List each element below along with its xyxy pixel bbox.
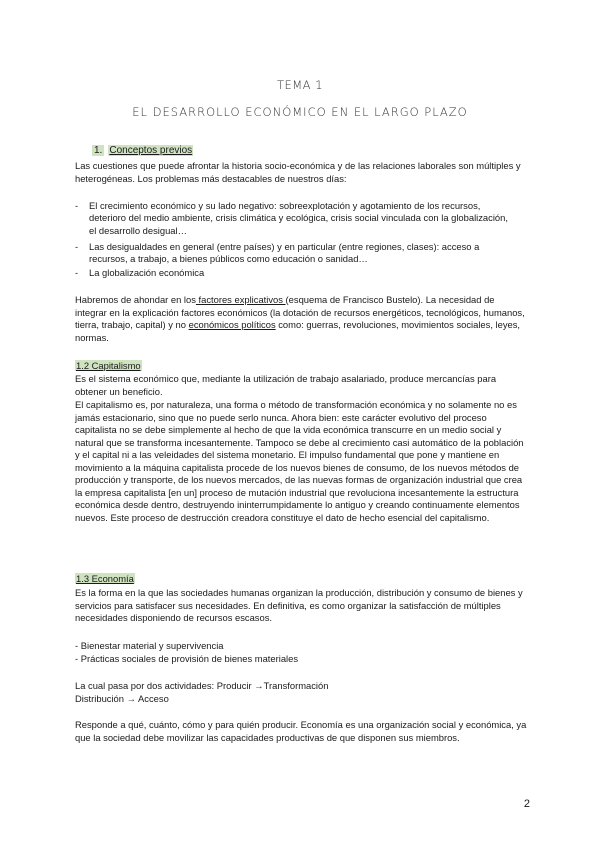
bullet-item-2: Las desigualdades en general (entre países) y en particular (entre regiones, clases): acceso a recursos, a trabajo, a bienes públicos como educación o sanidad… <box>89 241 480 265</box>
bullet-item-3: La globalización económica <box>89 267 205 278</box>
section1-number: 1. <box>94 145 103 156</box>
bullet-dash: - <box>75 200 79 211</box>
section3-item-1: - Bienestar material y supervivencia <box>75 640 224 651</box>
bullet-item-1: El crecimiento económico y su lado negativo: sobreexplotación y agotamiento de los recursos, deterioro del medio ambiente, crisis climática y ecológica, crisis social vinculada con la globalización, el desarrollo desigual… <box>89 200 508 236</box>
section1-heading-text: Conceptos previos <box>109 145 193 156</box>
section2-paragraph-2: El capitalismo es, por naturaleza, una forma o método de transformación económica y no solamente no es jamás estacionario, sino que no puede serlo nunca. Ahora bien: este carácter evolutivo del proceso capitalista no se debe simplemente al hecho de que la vida económica transcurre en un medio social y natural que se transforma incesantemente. Tampoco se debe al crecimiento casi automático de la población y el capital ni a las veleidades del sistema monetario. El impulso fundamental que pone y mantiene en movimiento a la máquina capitalista procede de los nuevos bienes de consumo, de los nuevos métodos de producción y transporte, de los nuevos mercados, de las nuevas formas de organización industrial que crea la empresa capitalista [en un] proceso de mutación industrial que revoluciona incesantemente la estructura económica desde dentro, destruyendo ininterrumpidamente lo antiguo y creando continuamente elementos nuevos. Este proceso de destrucción creadora constituye el dato de hecho esencial del capitalismo. <box>75 399 524 523</box>
title-block <box>0 78 600 119</box>
section3-activities: La cual pasa por dos actividades: Producir →Transformación <box>75 680 329 691</box>
section2-heading <box>75 360 142 373</box>
section1-heading <box>92 145 193 158</box>
bullet-dash: - <box>75 267 79 278</box>
section3-paragraph-2: Responde a qué, cuánto, cómo y para quién producir. Economía es una organización social y económica, ya que la sociedad debe movilizar las capacidades productivas de que disponen sus miembros. <box>75 719 527 743</box>
section3-heading <box>75 573 135 586</box>
chapter-title: TEMA 1 <box>276 78 324 92</box>
section3-distribution: Distribución → Acceso <box>75 693 169 704</box>
para-text-mid: (esquema de Francisco Bustelo). La necesidad de integrar en la explicación factores económicos (la dotación de recursos energéticos, tecnológicos, humanos, tierra, trabajo, capital) y no <box>75 294 525 330</box>
chapter-subtitle: EL DESARROLLO ECONÓMICO EN EL LARGO PLAZO <box>132 105 468 119</box>
bullet-dash: - <box>75 241 79 252</box>
section3-heading-text: 1.3 Economía <box>76 573 134 584</box>
section2-heading-text: 1.2 Capitalismo <box>76 360 141 371</box>
section3-paragraph-1: Es la forma en la que las sociedades humanas organizan la producción, distribución y consumo de bienes y servicios para satisfacer sus necesidades. En definitiva, es como organizar la satisfacción de múltiples necesidades disponiendo de recursos escasos. <box>75 587 523 623</box>
section1-paragraph <box>75 294 527 344</box>
para-text-post: como: guerras, revoluciones, movimientos sociales, leyes, normas. <box>75 319 521 343</box>
section3-item-2: - Prácticas sociales de provisión de bienes materiales <box>75 653 299 664</box>
para-text-pre: Habremos de ahondar en los <box>75 294 196 305</box>
section2-paragraph-1: Es el sistema económico que, mediante la utilización de trabajo asalariado, produce mercancías para obtener un beneficio. <box>75 373 497 397</box>
page-number: 2 <box>523 798 530 810</box>
economicos-politicos-link: económicos políticos <box>188 319 276 330</box>
factores-explicativos-link: factores explicativos <box>195 294 286 305</box>
section1-intro: Las cuestiones que puede afrontar la historia socio-económica y de las relaciones laborales son múltiples y heterogéneas. Los problemas más destacables de nuestros días: <box>75 160 521 184</box>
